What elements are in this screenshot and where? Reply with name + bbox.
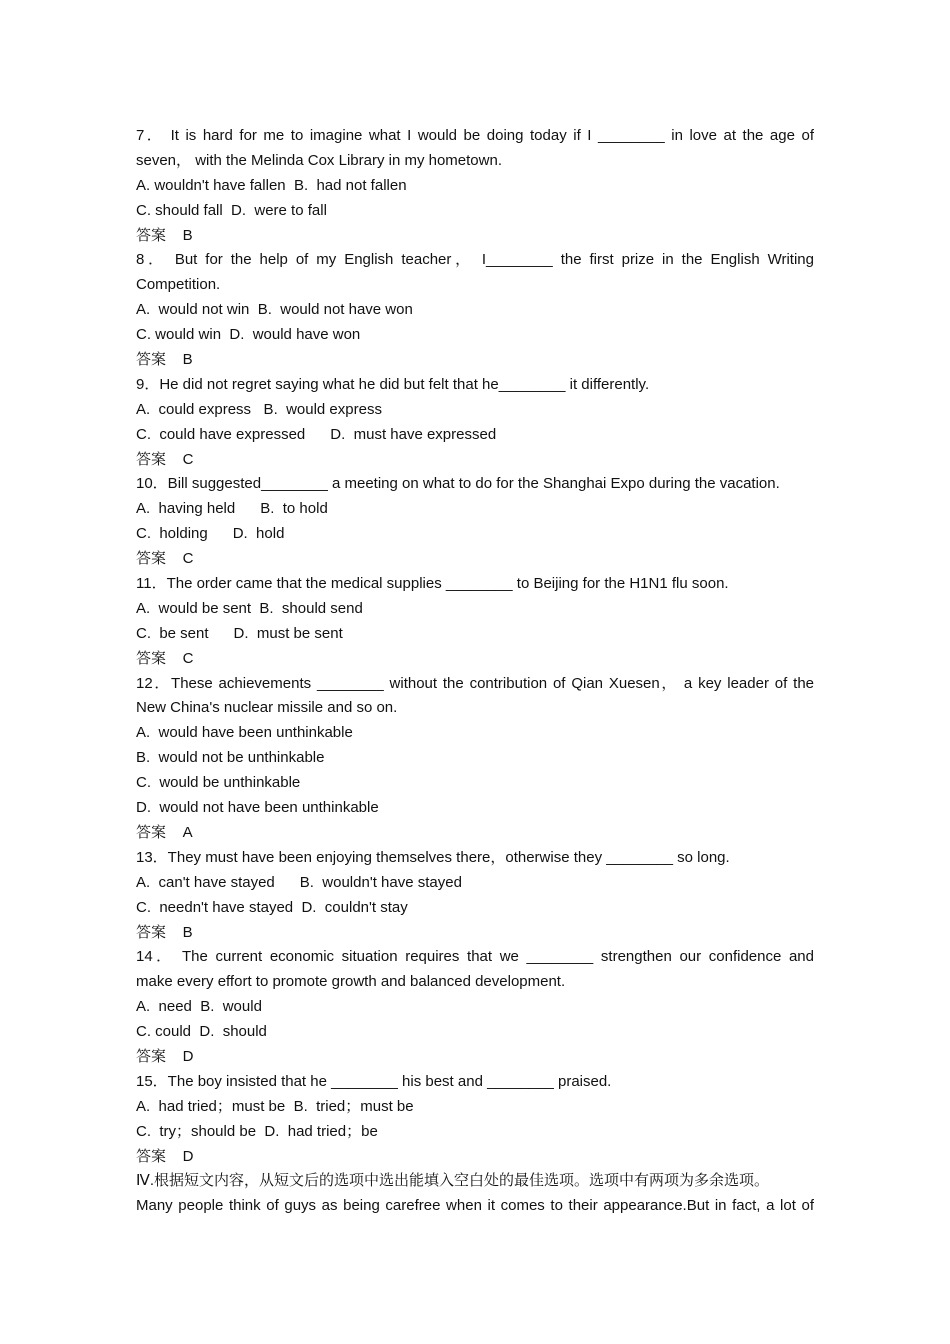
- q9-stem: 9．He did not regret saying what he did but felt that he________ it differently.: [136, 375, 650, 393]
- q8-options-cd: C. would win D. would have won: [136, 326, 361, 344]
- q12-option-c: C. would be unthinkable: [136, 774, 301, 792]
- q12-option-a: A. would have been unthinkable: [136, 724, 353, 742]
- q12-option-b: B. would not be unthinkable: [136, 749, 325, 767]
- q15-options-ab: A. had tried；must be B. tried；must be: [136, 1097, 414, 1115]
- q10-options-cd: C. holding D. hold: [136, 525, 285, 543]
- q10-stem: 10．Bill suggested________ a meeting on what to do for the Shanghai Expo during the vacation.: [136, 475, 780, 493]
- q11-options-cd: C. be sent D. must be sent: [136, 624, 343, 642]
- q12-option-d: D. would not have been unthinkable: [136, 799, 379, 817]
- q13-options-ab: A. can't have stayed B. wouldn't have stayed: [136, 873, 462, 891]
- q9-options-ab: A. could express B. would express: [136, 400, 382, 418]
- q7-options-cd: C. should fall D. were to fall: [136, 201, 327, 219]
- q15-answer: 答案 D: [136, 1147, 194, 1165]
- q8-answer: 答案 B: [136, 351, 193, 369]
- q14-stem-line-1: 14． The current economic situation requires that we ________ strengthen our confidence and: [136, 948, 814, 966]
- q14-answer: 答案 D: [136, 1047, 194, 1065]
- q13-options-cd: C. needn't have stayed D. couldn't stay: [136, 898, 408, 916]
- section-iv-heading: Ⅳ.根据短文内容，从短文后的选项中选出能填入空白处的最佳选项。选项中有两项为多余选项。: [136, 1172, 770, 1190]
- q12-stem-line-1: 12．These achievements ________ without the contribution of Qian Xuesen， a key leader of the: [136, 674, 814, 692]
- q8-stem-line-1: 8． But for the help of my English teacher， I________ the first prize in the English Writing: [136, 251, 814, 269]
- q7-stem-line-1: 7． It is hard for me to imagine what I would be doing today if I ________ in love at the age of: [136, 127, 814, 144]
- q11-stem: 11．The order came that the medical supplies ________ to Beijing for the H1N1 flu soon.: [136, 575, 729, 593]
- q13-stem: 13．They must have been enjoying themselves there，otherwise they ________ so long.: [136, 848, 730, 866]
- q10-options-ab: A. having held B. to hold: [136, 500, 328, 518]
- q15-options-cd: C. try；should be D. had tried；be: [136, 1122, 378, 1140]
- q7-stem-line-2: seven， with the Melinda Cox Library in my hometown.: [136, 151, 502, 169]
- q10-answer: 答案 C: [136, 550, 194, 568]
- q11-options-ab: A. would be sent B. should send: [136, 599, 363, 617]
- q12-stem-line-2: New China's nuclear missile and so on.: [136, 699, 398, 717]
- q7-options-ab: A. wouldn't have fallen B. had not fallen: [136, 176, 407, 194]
- passage-line-1: Many people think of guys as being carefree when it comes to their appearance.But in fact, a lot of: [136, 1197, 814, 1215]
- q14-options-cd: C. could D. should: [136, 1023, 267, 1041]
- q7-answer: 答案 B: [136, 226, 193, 244]
- q9-options-cd: C. could have expressed D. must have expressed: [136, 425, 497, 443]
- q8-stem-line-2: Competition.: [136, 276, 221, 294]
- q14-options-ab: A. need B. would: [136, 998, 262, 1016]
- q12-answer: 答案 A: [136, 823, 193, 841]
- q15-stem: 15．The boy insisted that he ________ his best and ________ praised.: [136, 1072, 612, 1090]
- q14-stem-line-2: make every effort to promote growth and balanced development.: [136, 973, 566, 991]
- q9-answer: 答案 C: [136, 450, 194, 468]
- q8-options-ab: A. would not win B. would not have won: [136, 301, 413, 319]
- q13-answer: 答案 B: [136, 923, 193, 941]
- q11-answer: 答案 C: [136, 649, 194, 667]
